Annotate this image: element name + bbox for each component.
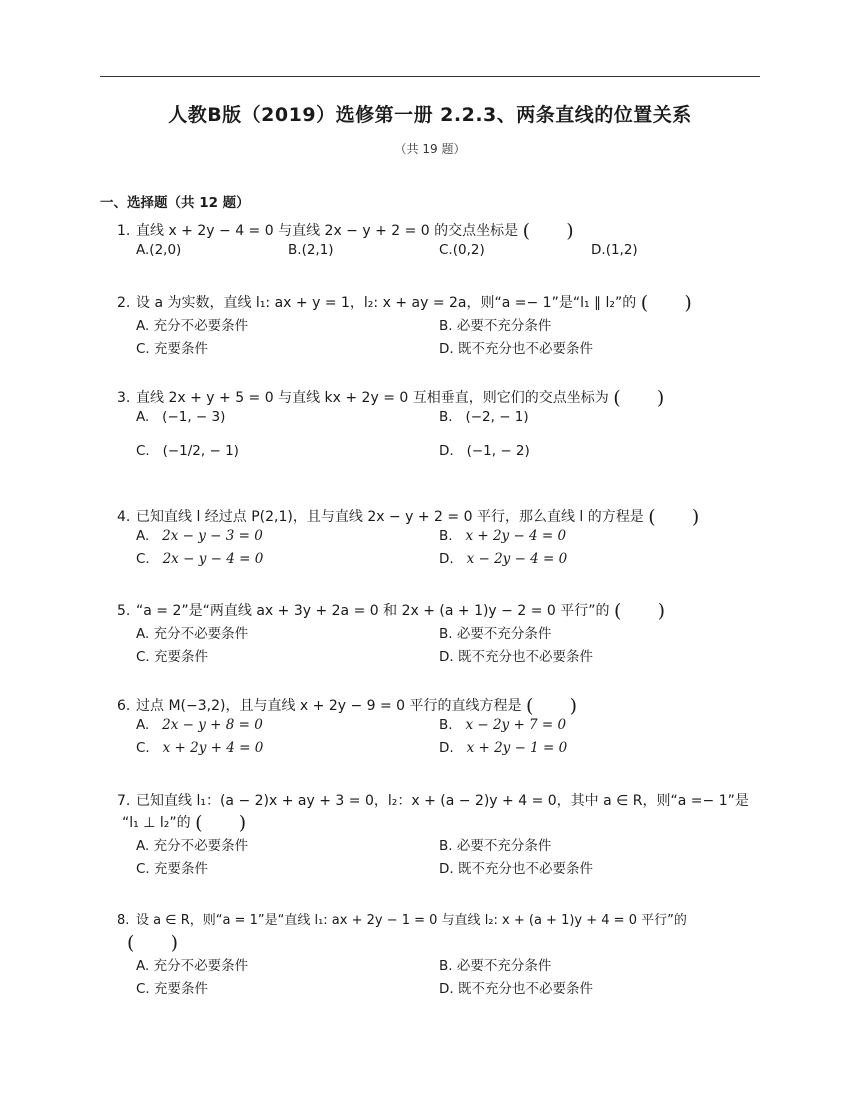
question-8 <box>117 910 767 1000</box>
option-b[interactable]: B. 必要不充分条件 <box>439 958 552 974</box>
option-b[interactable]: B. x + 2y − 4 = 0 <box>439 528 567 544</box>
question-6 <box>117 695 767 763</box>
question-number: 1. <box>117 223 131 239</box>
option-d[interactable]: D. x + 2y − 1 = 0 <box>439 740 568 756</box>
answer-blank[interactable]: ( ) <box>195 812 247 834</box>
option-b[interactable]: B. x − 2y + 7 = 0 <box>439 717 567 733</box>
option-c[interactable]: C. 2x − y − 4 = 0 <box>136 551 264 567</box>
document-subtitle: （共 19 题） <box>394 142 466 156</box>
question-number: 4. <box>117 509 131 525</box>
question-stem: 过点 M(−3,2)，且与直线 x + 2y − 9 = 0 平行的直线方程是 <box>136 698 522 714</box>
question-number: 8. <box>117 913 130 928</box>
option-c[interactable]: C. x + 2y + 4 = 0 <box>136 740 264 756</box>
question-7 <box>117 790 767 880</box>
question-4 <box>117 506 767 574</box>
question-stem: 直线 x + 2y − 4 = 0 与直线 2x − y + 2 = 0 的交点坐标是 <box>136 223 519 239</box>
question-stem: 设 a 为实数，直线 l₁: ax + y = 1，l₂: x + ay = 2a，则“a =− 1”是“l₁ ∥ l₂”的 <box>136 295 637 311</box>
option-b[interactable]: B. (−2, − 1) <box>439 409 529 425</box>
answer-blank[interactable]: ( ) <box>526 695 578 717</box>
option-a[interactable]: A. 充分不必要条件 <box>136 838 249 854</box>
option-a[interactable]: A. 2x − y − 3 = 0 <box>136 528 263 544</box>
option-d[interactable]: D. x − 2y − 4 = 0 <box>439 551 568 567</box>
question-3 <box>117 387 767 477</box>
question-number: 6. <box>117 698 131 714</box>
option-a[interactable]: A. 2x − y + 8 = 0 <box>136 717 263 733</box>
option-d[interactable]: D. (−1, − 2) <box>439 443 530 459</box>
question-2 <box>117 292 767 360</box>
answer-blank[interactable]: ( ) <box>522 220 574 242</box>
option-b[interactable]: B.(2,1) <box>288 242 334 258</box>
option-a[interactable]: A. 充分不必要条件 <box>136 626 249 642</box>
option-a[interactable]: A. 充分不必要条件 <box>136 958 249 974</box>
option-d[interactable]: D. 既不充分也不必要条件 <box>439 981 593 997</box>
question-stem: 已知直线 l₁：(a − 2)x + ay + 3 = 0，l₂：x + (a − 2)y + 4 = 0，其中 a ∈ R，则“a =− 1”是 <box>136 793 749 809</box>
question-number: 3. <box>117 390 131 406</box>
option-a[interactable]: A. (−1, − 3) <box>136 409 226 425</box>
question-stem: “a = 2”是“两直线 ax + 3y + 2a = 0 和 2x + (a + 1)y − 2 = 0 平行”的 <box>136 603 610 619</box>
option-b[interactable]: B. 必要不充分条件 <box>439 626 552 642</box>
option-d[interactable]: D. 既不充分也不必要条件 <box>439 649 593 665</box>
question-1 <box>117 220 767 265</box>
question-number: 2. <box>117 295 131 311</box>
question-number: 5. <box>117 603 131 619</box>
option-a[interactable]: A.(2,0) <box>136 242 182 258</box>
option-a[interactable]: A. 充分不必要条件 <box>136 318 249 334</box>
option-b[interactable]: B. 必要不充分条件 <box>439 318 552 334</box>
question-5 <box>117 600 767 668</box>
option-d[interactable]: D. 既不充分也不必要条件 <box>439 861 593 877</box>
document-title: 人教B版（2019）选修第一册 2.2.3、两条直线的位置关系 <box>168 104 692 126</box>
option-b[interactable]: B. 必要不充分条件 <box>439 838 552 854</box>
answer-blank[interactable]: ( ) <box>640 292 692 314</box>
question-stem: 已知直线 l 经过点 P(2,1)，且与直线 2x − y + 2 = 0 平行，那么直线 l 的方程是 <box>136 509 644 525</box>
answer-blank[interactable]: ( ) <box>127 932 179 954</box>
answer-blank[interactable]: ( ) <box>613 600 666 622</box>
option-c[interactable]: C. 充要条件 <box>136 861 209 877</box>
question-stem: 直线 2x + y + 5 = 0 与直线 kx + 2y = 0 互相垂直，则它们的交点坐标为 <box>136 390 609 406</box>
question-number: 7. <box>117 793 131 809</box>
option-c[interactable]: C. 充要条件 <box>136 981 209 997</box>
answer-blank[interactable]: ( ) <box>648 506 700 528</box>
option-c[interactable]: C.(0,2) <box>439 242 485 258</box>
section-heading: 一、选择题（共 12 题） <box>100 195 250 211</box>
option-d[interactable]: D. 既不充分也不必要条件 <box>439 341 593 357</box>
question-stem: 设 a ∈ R，则“a = 1”是“直线 l₁: ax + 2y − 1 = 0 与直线 l₂: x + (a + 1)y + 4 = 0 平行”的 <box>136 913 687 928</box>
option-c[interactable]: C. 充要条件 <box>136 341 209 357</box>
question-stem-continued: “l₁ ⊥ l₂”的 <box>122 815 191 831</box>
option-c[interactable]: C. 充要条件 <box>136 649 209 665</box>
option-d[interactable]: D.(1,2) <box>591 242 638 258</box>
header-rule <box>100 76 760 77</box>
option-c[interactable]: C. (−1/2, − 1) <box>136 443 239 459</box>
answer-blank[interactable]: ( ) <box>613 387 665 409</box>
